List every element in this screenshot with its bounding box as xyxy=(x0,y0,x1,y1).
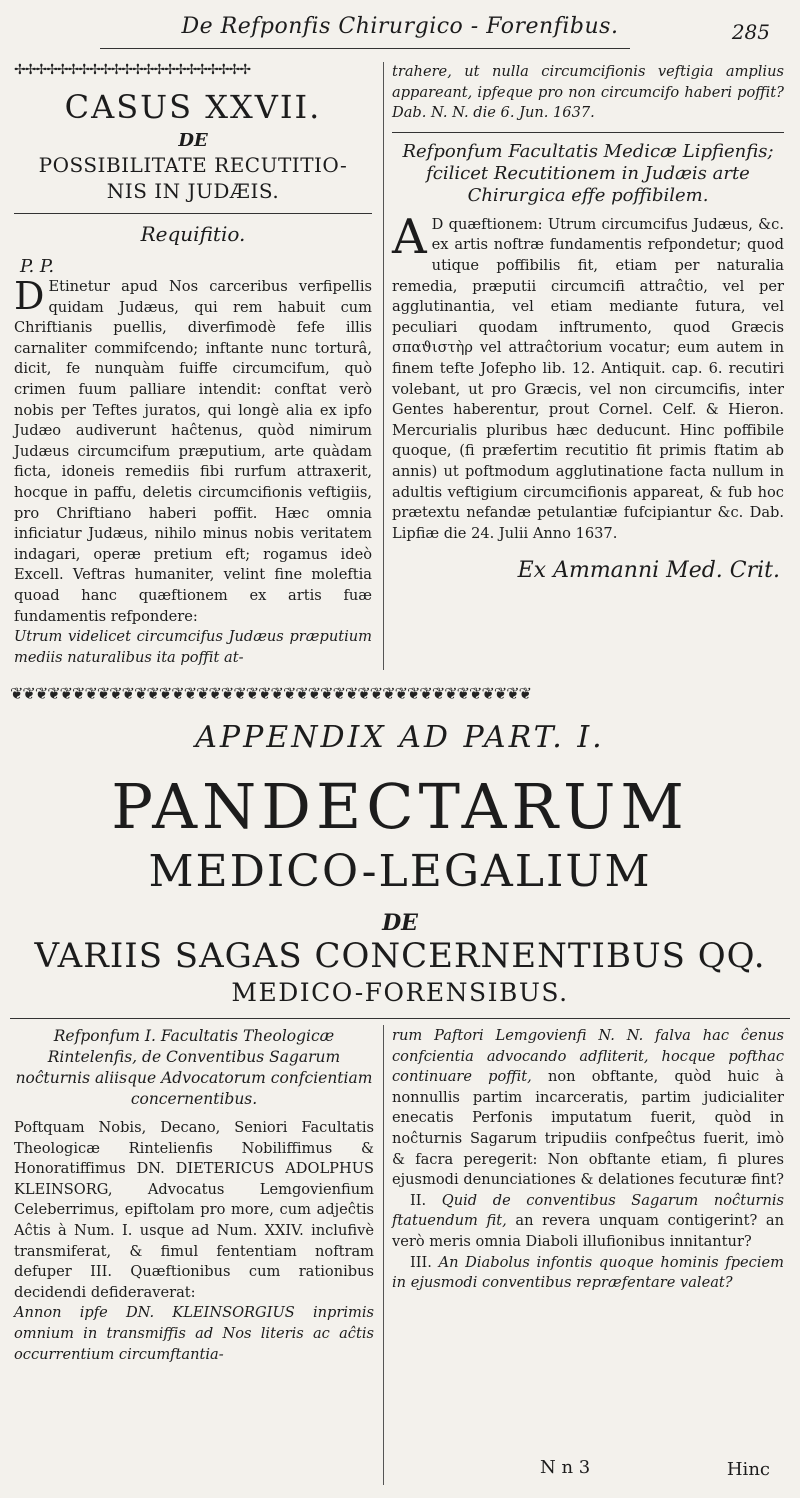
question-2-number: II. xyxy=(410,1191,427,1209)
response-text: D quæftionem: Utrum circumcifus Judæus, &c. ex artis noftræ fundamentis refpondetur; quod utique poffibilis fit, etiam per naturalia remedia, præputii circumcifi attraĉtio, vel per agglutinantia, vel etiam mediante futura, vel peculiari quodam inftrumento, quod Græcis σπαϑιστὴρ vel attraĉtorium vocatur; eum autem in finem tefte Jofepho lib. 12. Antiquit. cap. 6. recutiri volebant, ut pro Græcis, vel non circumcifis, inter Gentes haberentur, prout Cornel. Celf. & Hieron. Mercurialis pluribus hæc deducunt. Hinc poffibile quoque, (fi præfertim recutitio fit primis ftatim ab annis) ut poftmodum agglutinatione facta nullum in adultis veftigium circumcifionis appareat, & fub hoc prætextu nefandæ petulantiæ fufcipiantur &c. Dab. Lipfiæ die 24. Julii Anno 1637. xyxy=(392,215,784,542)
variis-sagas-title: VARIIS SAGAS CONCERNENTIBUS QQ. xyxy=(34,936,766,976)
question-3-number: III. xyxy=(410,1253,432,1271)
requisitio-body xyxy=(14,274,372,627)
salutation: P. P. xyxy=(20,256,55,277)
column-divider-top xyxy=(383,62,384,670)
source-signature: Ex Ammanni Med. Crit. xyxy=(517,558,780,584)
medico-forensibus-title: MEDICO-FORENSIBUS. xyxy=(231,978,569,1007)
question-continuation: trahere, ut nulla circumcifionis veftigia amplius appareant, ipfeque pro non circumcifo haberi poffit? Dab. N. N. die 6. Jun. 1637. xyxy=(392,63,784,122)
responsum-question-1: Annon ipfe DN. KLEINSORGIUS inprimis omnium in transmiffis ad Nos literis ac aĉtis occurrentium circumftantia- xyxy=(14,1304,374,1363)
question-2-italic: Quid de conventibus Sagarum noĉturnis ftatuendum fit, xyxy=(392,1191,784,1230)
casus-heading: CASUS XXVII. xyxy=(64,88,322,126)
responsum-title: Refponfum I. Facultatis Theologicæ Rintelenfis, de Conventibus Sagarum noĉturnis aliisque Advocatorum confcientiam concernentibus. xyxy=(15,1027,373,1108)
page-number: 285 xyxy=(731,20,770,44)
question-1-italic: rum Paftori Lemgovienfi N. N. falva hac ĉenus confcientia advocando adfliterit, hocque pofthac continuare poffit, xyxy=(392,1027,784,1086)
responsum-body: Poftquam Nobis, Decano, Seniori Facultatis Theologicæ Rintelienfis Nobiliffimus & Honoratiffimus DN. DIETERICUS ADOLPHUS KLEINSORG, Advocatus Lemgovienfium Celeberrimus, epiftolam pro more, cum adjeĉtis Aĉtis à Num. I. usque ad Num. XXIV. inclufivè transmiferat, & fimul fententiam noftram defuper III. Quæftionibus cum rationibus decidendi defideraverat: xyxy=(14,1119,374,1301)
medico-legalium-title: MEDICO-LEGALIUM xyxy=(148,846,652,897)
response-body xyxy=(392,208,784,545)
catchword: Hinc xyxy=(726,1459,770,1480)
lower-left-column xyxy=(14,1026,374,1365)
response-column xyxy=(392,62,784,583)
casus-title-line2: NIS IN JUDÆIS. xyxy=(106,179,280,203)
ornament-band-middle: ❦❦❦❦❦❦❦❦❦❦❦❦❦❦❦❦❦❦❦❦❦❦❦❦❦❦❦❦❦❦❦❦❦❦❦❦❦❦❦❦❦❦ xyxy=(10,684,532,703)
pandectarum-title: PANDECTARUM xyxy=(111,770,689,843)
response-rule xyxy=(392,132,784,133)
appendix-rule xyxy=(10,1018,790,1019)
question-1-body: non obftante, quòd huic à nonnullis partim incarceratis, partim judicialiter enecatis Perfonis imputatum fuerit, quòd in noĉturnis Sagarum tripudiis confpeĉtus fuerit, imò & facra peregerit: Non obftante etiam, fi plures ejusmodi denunciationes & delationes fecuturæ fint? xyxy=(392,1068,785,1189)
drop-cap: D xyxy=(14,274,45,318)
casus-de: DE xyxy=(178,130,208,151)
header-rule xyxy=(100,48,630,49)
requisitio-heading: Requifitio. xyxy=(140,222,246,246)
running-header: De Refponfis Chirurgico - Forenfibus. xyxy=(181,14,619,39)
question-1-continued xyxy=(392,1026,784,1191)
requisitio-text: Etinetur apud Nos carceribus verfipellis quidam Judæus, qui rem habuit cum Chriftianis puellis, diverfimodè fefe illis carnaliter commifcendo; inftante nunc torturâ, dicit, fe nunquàm fuiffe circumcifum, quò crimen fuum palliare intendit: conftat verò nobis per Teftes juratos, qui longè alia ex ipfo Judæo audiverunt haĉtenus, quòd nimirum Judæus circumcifum præputium, arte quàdam ficta, idoneis remediis fibi rurfum attraxerit, hocque in paffu, deletis circumcifionis veftigiis, pro Chriftiano haberi poffit. Hæc omnia inficiatur Judæus, nihilo minus nobis veritatem indagari, operæ pretium eft; rogamus ideò Excell. Veftras humaniter, velint fine moleftia quoad hanc quæftionem ex artis fuæ fundamentis refpondere: xyxy=(14,278,372,625)
drop-cap: A xyxy=(392,208,427,265)
appendix-heading: APPENDIX AD PART. I. xyxy=(195,720,605,755)
casus-column xyxy=(14,62,372,668)
response-title: Refponfum Facultatis Medicæ Lipfienfis; fcilicet Recutitionem in Judæis arte Chirurgica effe poffibilem. xyxy=(402,140,774,206)
question-3-italic: An Diabolus infontis quoque hominis fpeciem in ejusmodi conventibus repræfentare valeat? xyxy=(392,1253,784,1292)
question-2-body: an revera unquam contigerint? an verò meris omnia Diaboli illufionibus innitantur? xyxy=(392,1212,785,1250)
ornament-band-top: ✢✢✢✢✢✢✢✢✢✢✢✢✢✢✢✢✢✢✢✢✢✢ xyxy=(14,62,251,78)
appendix-de: DE xyxy=(382,910,418,936)
lower-right-column xyxy=(392,1026,784,1294)
signature-mark: N n 3 xyxy=(540,1457,591,1478)
column-divider-bottom xyxy=(383,1025,384,1485)
section-rule xyxy=(14,213,372,214)
casus-title-line1: POSSIBILITATE RECUTITIO- xyxy=(38,153,348,177)
requisitio-question: Utrum videlicet circumcifus Judæus præputium mediis naturalibus ita poffit at- xyxy=(14,628,372,666)
question-3 xyxy=(392,1253,784,1294)
question-2 xyxy=(392,1191,784,1253)
